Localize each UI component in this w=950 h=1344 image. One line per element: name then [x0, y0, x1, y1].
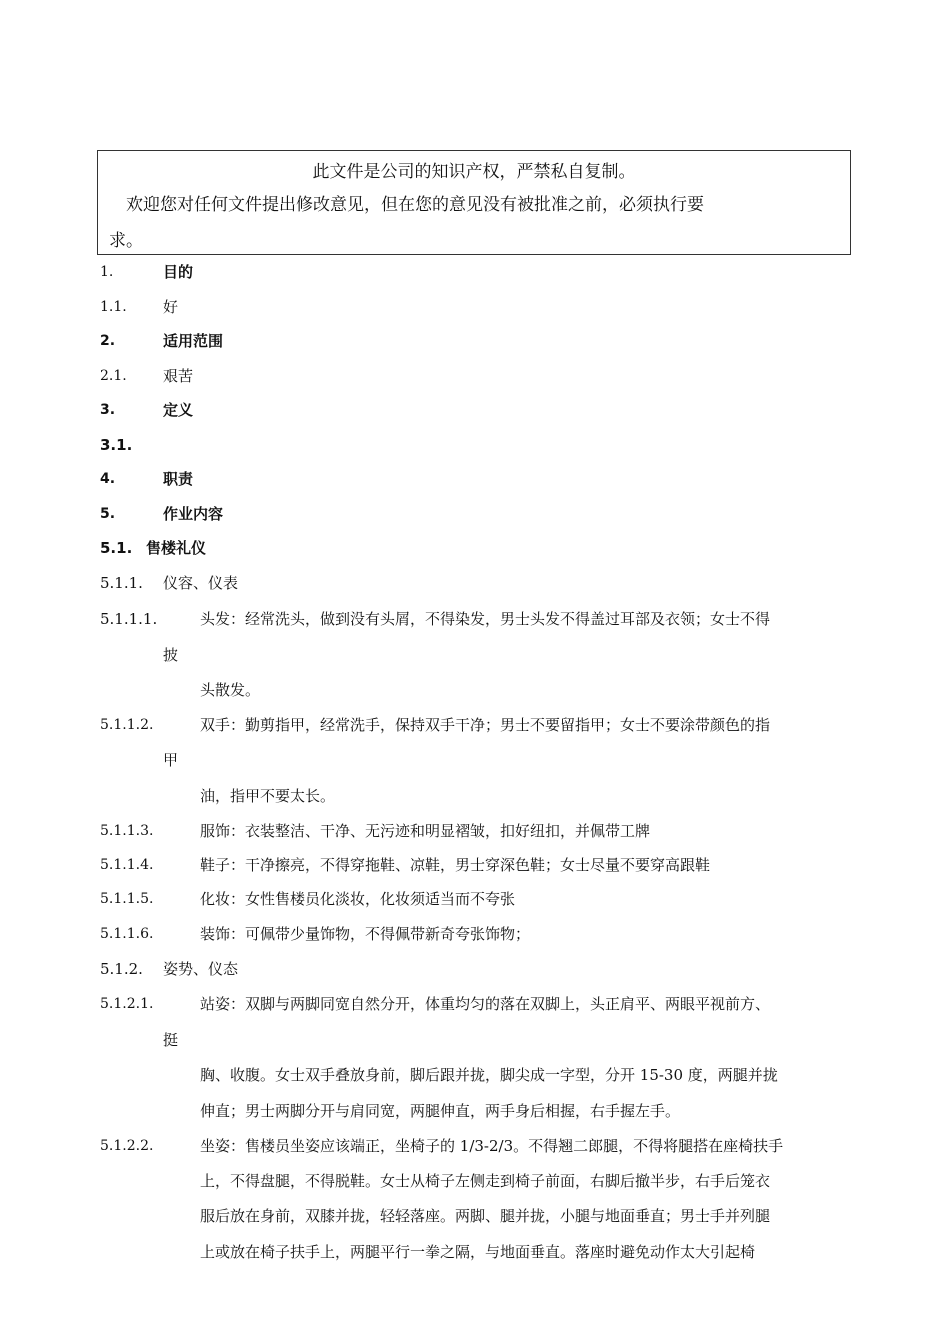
- notice-line-3: 求。: [109, 231, 143, 251]
- section-text: 头发：经常洗头，做到没有头屑，不得染发，男士头发不得盖过耳部及衣领；女士不得: [200, 610, 771, 628]
- section-number: 5.1.2.2.: [100, 1138, 154, 1154]
- section-number: 5.1.1.4.: [100, 857, 154, 873]
- section-text-continued: 挺: [163, 1031, 179, 1049]
- section-text: 坐姿：售楼员坐姿应该端正，坐椅子的 1/3-2/3。不得翘二郎腿，不得将腿搭在座椅扶手: [200, 1137, 784, 1155]
- section-number: 5.1.1.1.: [100, 610, 158, 628]
- section-number: 5.1.1.5.: [100, 891, 154, 907]
- section-text: 艰苦: [163, 367, 194, 385]
- section-number: 5.1.1.3.: [100, 823, 154, 839]
- notice-line-1: 此文件是公司的知识产权，严禁私自复制。: [312, 162, 636, 182]
- section-number: 5.: [100, 506, 116, 522]
- section-number: 2.1.: [100, 368, 127, 384]
- section-text: 好: [163, 298, 179, 316]
- section-title: 售楼礼仪: [146, 539, 207, 557]
- section-number: 1.1.: [100, 299, 127, 315]
- section-number: 3.1.: [100, 436, 133, 454]
- section-text: 装饰：可佩带少量饰物，不得佩带新奇夸张饰物；: [200, 925, 531, 943]
- section-text: 姿势、仪态: [163, 960, 239, 978]
- notice-line-2: 欢迎您对任何文件提出修改意见，但在您的意见没有被批准之前，必须执行要: [126, 195, 704, 215]
- section-number: 1.: [100, 264, 114, 280]
- section-text-continued: 甲: [163, 751, 179, 769]
- section-text-continued: 头散发。: [200, 681, 261, 699]
- section-text-continued: 油，指甲不要太长。: [200, 787, 336, 805]
- section-text-continued: 上，不得盘腿，不得脱鞋。女士从椅子左侧走到椅子前面，右脚后撤半步，右手后笼衣: [200, 1172, 771, 1190]
- section-text-continued: 服后放在身前，双膝并拢，轻轻落座。两脚、腿并拢，小腿与地面垂直；男士手并列腿: [200, 1207, 771, 1225]
- section-title: 适用范围: [163, 332, 224, 350]
- section-text-continued: 上或放在椅子扶手上，两腿平行一拳之隔，与地面垂直。落座时避免动作太大引起椅: [200, 1243, 756, 1261]
- section-text: 仪容、仪表: [163, 574, 239, 592]
- section-number: 5.1.2.1.: [100, 996, 154, 1012]
- section-number: 3.: [100, 402, 116, 418]
- section-text: 化妆：女性售楼员化淡妆，化妆须适当而不夸张: [200, 890, 516, 908]
- section-title: 定义: [163, 401, 194, 419]
- section-text: 站姿：双脚与两脚同宽自然分开，体重均匀的落在双脚上，头正肩平、两眼平视前方、: [200, 995, 771, 1013]
- section-text: 服饰：衣装整洁、干净、无污迹和明显褶皱，扣好纽扣，并佩带工牌: [200, 822, 651, 840]
- section-number: 5.1.2.: [100, 960, 143, 978]
- section-title: 作业内容: [163, 505, 224, 523]
- section-text-continued: 胸、收腹。女士双手叠放身前，脚后跟并拢，脚尖成一字型，分开 15-30 度，两腿并拢: [200, 1066, 778, 1084]
- section-title: 职责: [163, 470, 194, 488]
- section-number: 5.1.1.: [100, 574, 143, 592]
- section-number: 5.1.: [100, 539, 133, 557]
- copyright-notice-box: [97, 150, 851, 255]
- section-text: 鞋子：干净擦亮，不得穿拖鞋、凉鞋，男士穿深色鞋；女士尽量不要穿高跟鞋: [200, 856, 711, 874]
- section-title: 目的: [163, 263, 194, 281]
- section-number: 5.1.1.2.: [100, 717, 154, 733]
- section-number: 2.: [100, 333, 116, 349]
- section-text-continued: 伸直；男士两脚分开与肩同宽，两腿伸直，两手身后相握，右手握左手。: [200, 1102, 681, 1120]
- section-number: 4.: [100, 471, 116, 487]
- section-text-continued: 披: [163, 646, 179, 664]
- section-text: 双手：勤剪指甲，经常洗手，保持双手干净；男士不要留指甲；女士不要涂带颜色的指: [200, 716, 771, 734]
- section-number: 5.1.1.6.: [100, 926, 154, 942]
